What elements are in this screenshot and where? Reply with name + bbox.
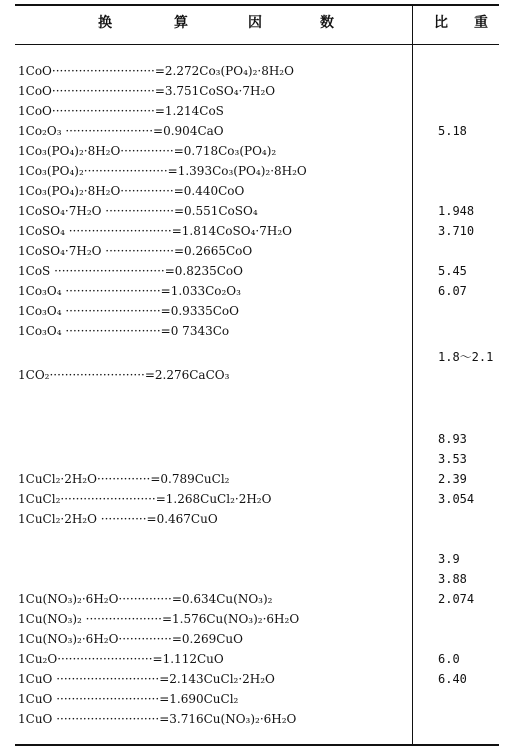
conversion-formula: 1Co₃O₄ ·························=0 7343Co	[18, 324, 230, 338]
specific-gravity-value: 5.45	[438, 264, 467, 278]
table-row	[0, 572, 511, 592]
table-bottom-rule	[15, 744, 499, 746]
table-row	[0, 432, 511, 452]
conversion-formula: 1Co₃(PO₄)₂·8H₂O··············=0.440CoO	[18, 184, 245, 198]
table-row	[0, 124, 511, 144]
table-header-rule	[15, 44, 499, 45]
specific-gravity-value: 8.93	[438, 432, 467, 446]
table-row	[0, 348, 511, 368]
header-char-2: 算	[174, 15, 188, 31]
table-row	[0, 512, 511, 532]
conversion-formula: 1CuO ···························=2.143CuCl₂·2H₂O	[18, 672, 275, 686]
table-row	[0, 204, 511, 224]
conversion-formula: 1CoSO₄·7H₂O ··················=0.551CoSO₄	[18, 204, 258, 218]
table-row	[0, 612, 511, 632]
conversion-formula: 1CuO ···························=3.716Cu(NO₃)₂·6H₂O	[18, 712, 297, 726]
specific-gravity-value: 3.88	[438, 572, 467, 586]
table-row	[0, 472, 511, 492]
table-row	[0, 244, 511, 264]
conversion-formula: 1CuCl₂·························=1.268CuCl₂·2H₂O	[18, 492, 272, 506]
conversion-formula: 1CoO···························=3.751CoSO₄·7H₂O	[18, 84, 276, 98]
table-row	[0, 324, 511, 344]
table-row	[0, 264, 511, 284]
table-row	[0, 64, 511, 84]
conversion-formula: 1CuCl₂·2H₂O··············=0.789CuCl₂	[18, 472, 230, 486]
table-row	[0, 392, 511, 412]
conversion-formula: 1Cu(NO₃)₂·6H₂O··············=0.269CuO	[18, 632, 243, 646]
table-row	[0, 368, 511, 388]
table-row	[0, 84, 511, 104]
conversion-formula: 1Co₃(PO₄)₂·8H₂O··············=0.718Co₃(PO₄)₂	[18, 144, 277, 158]
conversion-formula: 1CoS ·····························=0.8235CoO	[18, 264, 243, 278]
conversion-formula: 1CO₂·························=2.276CaCO₃	[18, 368, 230, 382]
specific-gravity-value: 2.074	[438, 592, 475, 606]
conversion-formula: 1Cu₂O·························=1.112CuO	[18, 652, 224, 666]
conversion-formula: 1Co₃(PO₄)₂······················=1.393Co₃(PO₄)₂·8H₂O	[18, 164, 307, 178]
specific-gravity-value: 6.0	[438, 652, 460, 666]
table-row	[0, 164, 511, 184]
table-row	[0, 104, 511, 124]
table-row	[0, 672, 511, 692]
conversion-formula: 1CoSO₄·7H₂O ··················=0.2665CoO	[18, 244, 253, 258]
conversion-formula: 1CoSO₄ ···························=1.814CoSO₄·7H₂O	[18, 224, 292, 238]
specific-gravity-value: 3.53	[438, 452, 467, 466]
conversion-formula: 1Co₃O₄ ·························=0.9335CoO	[18, 304, 239, 318]
specific-gravity-value: 1.8～2.1	[438, 350, 494, 364]
header-char-1: 换	[98, 15, 112, 31]
table-row	[0, 632, 511, 652]
conversion-formula: 1Cu(NO₃)₂·6H₂O··············=0.634Cu(NO₃)₂	[18, 592, 273, 606]
specific-gravity-value: 2.39	[438, 472, 467, 486]
table-row	[0, 224, 511, 244]
conversion-formula: 1Co₂O₃ ·······················=0.904CaO	[18, 124, 224, 138]
table-row	[0, 532, 511, 552]
table-row	[0, 592, 511, 612]
table-row	[0, 552, 511, 572]
table-row	[0, 184, 511, 204]
header-char-3: 因	[248, 15, 262, 31]
specific-gravity-value: 5.18	[438, 124, 467, 138]
conversion-formula: 1Cu(NO₃)₂ ····················=1.576Cu(NO₃)₂·6H₂O	[18, 612, 300, 626]
table-top-rule	[15, 4, 499, 6]
specific-gravity-value: 6.40	[438, 672, 467, 686]
header-gravity-char-2: 重	[474, 15, 488, 31]
table-row	[0, 412, 511, 432]
specific-gravity-value: 6.07	[438, 284, 467, 298]
specific-gravity-value: 3.710	[438, 224, 475, 238]
conversion-formula: 1CoO···························=2.272Co₃(PO₄)₂·8H₂O	[18, 64, 294, 78]
table-row	[0, 452, 511, 472]
table-row	[0, 712, 511, 732]
conversion-formula: 1Co₃O₄ ·························=1.033Co₂O₃	[18, 284, 241, 298]
table-row	[0, 652, 511, 672]
table-row	[0, 284, 511, 304]
specific-gravity-value: 3.9	[438, 552, 460, 566]
conversion-formula: 1CuO ···························=1.690CuCl₂	[18, 692, 239, 706]
table-row	[0, 144, 511, 164]
conversion-formula: 1CuCl₂·2H₂O ············=0.467CuO	[18, 512, 218, 526]
header-char-4: 数	[320, 15, 334, 31]
conversion-formula: 1CoO···························=1.214CoS	[18, 104, 224, 118]
table-row	[0, 304, 511, 324]
specific-gravity-value: 3.054	[438, 492, 475, 506]
table-row	[0, 692, 511, 712]
table-row	[0, 492, 511, 512]
specific-gravity-value: 1.948	[438, 204, 475, 218]
header-gravity-char-1: 比	[434, 15, 448, 31]
